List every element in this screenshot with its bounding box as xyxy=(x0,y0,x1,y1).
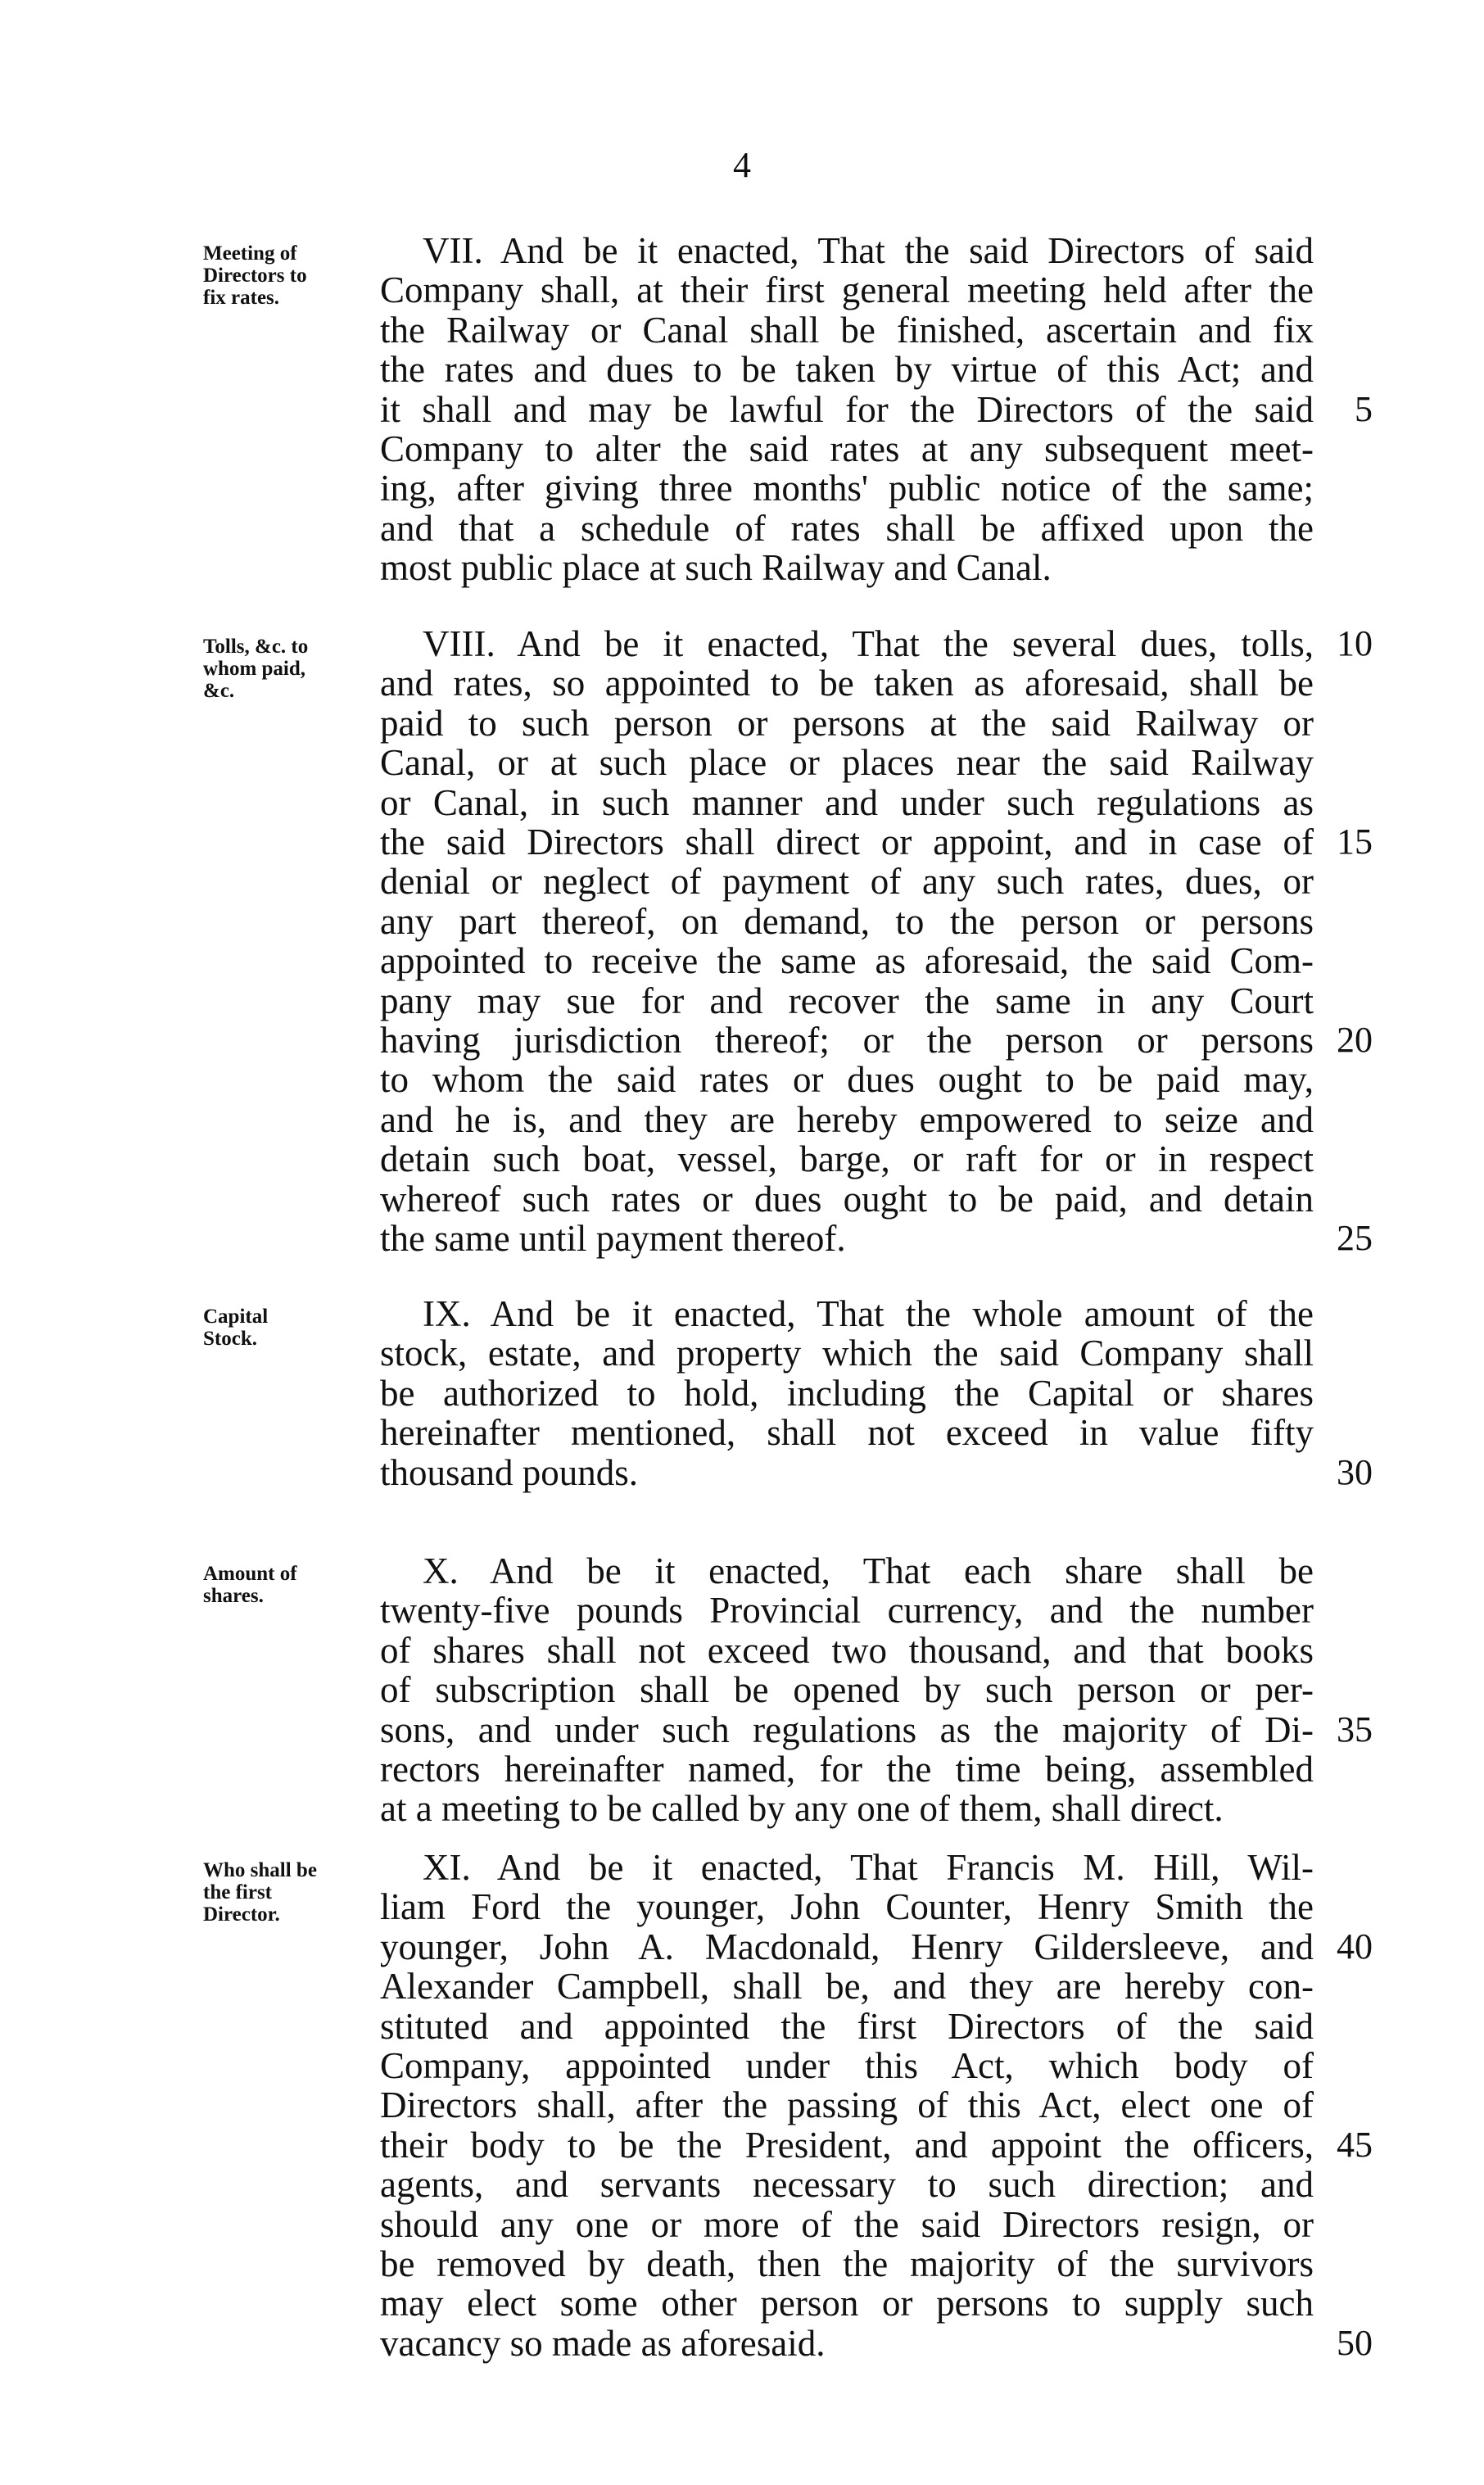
margin-note xyxy=(203,242,367,309)
margin-note-line: the first xyxy=(203,1881,272,1903)
text-line: to whom the said rates or dues ought to be paid may, xyxy=(380,1059,1314,1100)
text-line: the said Directors shall direct or appoint, and in case of xyxy=(380,822,1314,862)
text-line: Alexander Campbell, shall be, and they are hereby con- xyxy=(380,1966,1314,2007)
text-line: sons, and under such regulations as the majority of Di- xyxy=(380,1709,1314,1750)
text-line: stituted and appointed the first Directors of the said xyxy=(380,2006,1314,2047)
text-line: ing, after giving three months' public notice of the same; xyxy=(380,468,1314,509)
line-number: 30 xyxy=(1337,1452,1373,1492)
text-line: denial or neglect of payment of any such rates, dues, or xyxy=(380,861,1314,902)
margin-note-line: shares. xyxy=(203,1585,264,1607)
margin-note-line: Stock. xyxy=(203,1328,257,1350)
text-line: any part thereof, on demand, to the person or persons xyxy=(380,901,1314,942)
text-line: Company shall, at their first general meeting held after the xyxy=(380,269,1314,310)
text-line: rectors hereinafter named, for the time being, assembled xyxy=(380,1749,1314,1790)
line-number: 5 xyxy=(1355,389,1373,429)
line-number: 20 xyxy=(1337,1020,1373,1060)
margin-note-line: Meeting of xyxy=(203,242,297,265)
text-line: the same until payment thereof. xyxy=(380,1218,846,1259)
text-line: Directors shall, after the passing of this Act, elect one of xyxy=(380,2084,1314,2125)
text-line: VII. And be it enacted, That the said Directors of said xyxy=(423,230,1314,271)
text-line: vacancy so made as aforesaid. xyxy=(380,2323,826,2364)
text-line: should any one or more of the said Directors resign, or xyxy=(380,2204,1314,2245)
text-line: and he is, and they are hereby empowered to seize and xyxy=(380,1099,1314,1140)
text-line: at a meeting to be called by any one of them, shall direct. xyxy=(380,1788,1224,1829)
margin-note xyxy=(203,1859,367,1926)
margin-note-line: Director. xyxy=(203,1903,280,1926)
text-line: X. And be it enacted, That each share shall be xyxy=(423,1550,1314,1591)
margin-note xyxy=(203,636,367,702)
text-line: of shares shall not exceed two thousand, and that books xyxy=(380,1630,1314,1671)
text-line: appointed to receive the same as aforesaid, the said Com- xyxy=(380,940,1314,981)
text-line: hereinafter mentioned, shall not exceed in value fifty xyxy=(380,1412,1314,1453)
text-line: be authorized to hold, including the Capital or shares xyxy=(380,1373,1314,1414)
line-number: 10 xyxy=(1337,623,1373,663)
text-line: liam Ford the younger, John Counter, Henry Smith the xyxy=(380,1886,1314,1927)
text-line: their body to be the President, and appoint the officers, xyxy=(380,2125,1314,2166)
text-line: of subscription shall be opened by such person or per- xyxy=(380,1669,1314,1710)
line-number: 35 xyxy=(1337,1709,1373,1749)
text-line: the rates and dues to be taken by virtue of this Act; and xyxy=(380,349,1314,390)
text-line: and rates, so appointed to be taken as aforesaid, shall be xyxy=(380,663,1314,704)
text-line: Canal, or at such place or places near the said Railway xyxy=(380,742,1314,783)
line-number: 25 xyxy=(1337,1218,1373,1258)
line-number: 15 xyxy=(1337,822,1373,862)
margin-note-line: fix rates. xyxy=(203,287,280,309)
text-line: pany may sue for and recover the same in any Court xyxy=(380,980,1314,1021)
margin-note-line: &c. xyxy=(203,680,235,702)
margin-note xyxy=(203,1563,367,1607)
margin-note-line: Capital xyxy=(203,1306,269,1328)
margin-note-line: Tolls, &c. to xyxy=(203,636,309,658)
text-line: or Canal, in such manner and under such regulations as xyxy=(380,782,1314,823)
text-line: may elect some other person or persons to supply such xyxy=(380,2283,1314,2324)
text-line: VIII. And be it enacted, That the several dues, tolls, xyxy=(423,623,1314,664)
text-line: it shall and may be lawful for the Directors of the said xyxy=(380,389,1314,430)
text-line: twenty-five pounds Provincial currency, and the number xyxy=(380,1590,1314,1631)
line-number: 50 xyxy=(1337,2323,1373,2363)
text-line: be removed by death, then the majority of the survivors xyxy=(380,2243,1314,2284)
margin-note-line: whom paid, xyxy=(203,658,306,680)
text-line: the Railway or Canal shall be finished, ascertain and fix xyxy=(380,310,1314,351)
margin-note-line: Directors to xyxy=(203,265,307,287)
margin-note xyxy=(203,1306,367,1350)
text-line: having jurisdiction thereof; or the person or persons xyxy=(380,1020,1314,1061)
line-number: 40 xyxy=(1337,1926,1373,1967)
text-line: whereof such rates or dues ought to be paid, and detain xyxy=(380,1179,1314,1220)
text-line: Company to alter the said rates at any subsequent meet- xyxy=(380,428,1314,469)
text-line: thousand pounds. xyxy=(380,1452,638,1493)
text-line: paid to such person or persons at the said Railway or xyxy=(380,703,1314,744)
text-line: younger, John A. Macdonald, Henry Gildersleeve, and xyxy=(380,1926,1314,1967)
text-line: stock, estate, and property which the said Company shall xyxy=(380,1333,1314,1374)
text-line: detain such boat, vessel, barge, or raft for or in respect xyxy=(380,1138,1314,1179)
line-number: 45 xyxy=(1337,2125,1373,2165)
text-line: agents, and servants necessary to such direction; and xyxy=(380,2164,1314,2205)
text-line: Company, appointed under this Act, which body of xyxy=(380,2045,1314,2086)
text-line: and that a schedule of rates shall be affixed upon the xyxy=(380,508,1314,549)
text-line: IX. And be it enacted, That the whole amount of the xyxy=(423,1293,1314,1334)
page-number: 4 xyxy=(733,145,751,185)
margin-note-line: Amount of xyxy=(203,1563,297,1585)
margin-note-line: Who shall be xyxy=(203,1859,317,1881)
text-line: most public place at such Railway and Canal. xyxy=(380,547,1052,588)
text-line: XI. And be it enacted, That Francis M. Hill, Wil- xyxy=(423,1847,1314,1888)
